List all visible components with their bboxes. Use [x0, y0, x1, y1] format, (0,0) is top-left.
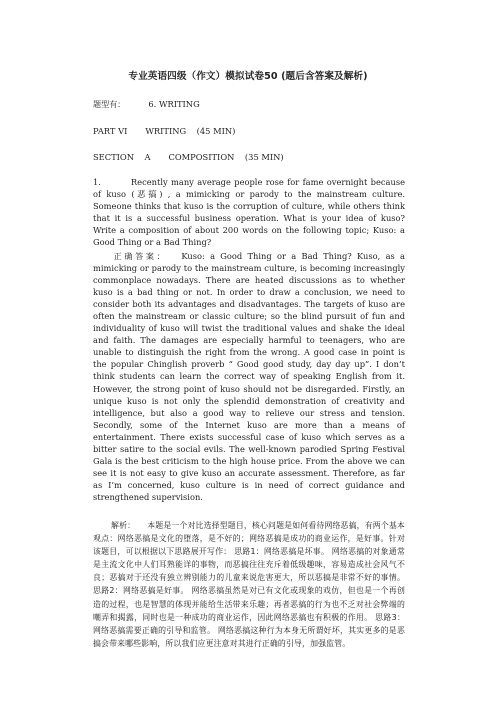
section-line	[93, 152, 284, 162]
section-value: COMPOSITION (35 MIN)	[168, 152, 284, 162]
question-type-label: 题型有：	[93, 99, 126, 109]
answer-block	[93, 250, 405, 503]
question-type-value: 6. WRITING	[148, 99, 200, 109]
answer-label: 正确答案：	[111, 251, 168, 261]
question-number: 1.	[93, 177, 101, 187]
document-title: 专业英语四级（作文）模拟试卷50 (题后含答案及解析)	[128, 71, 368, 82]
part-label: PART VI	[93, 126, 128, 136]
question-block	[93, 176, 405, 248]
analysis-block	[93, 519, 405, 650]
section-label: SECTION A	[93, 152, 151, 162]
question-type-line	[93, 99, 200, 110]
analysis-text: 本题是一个对比选择型题目，核心问题是如何看待网络恶搞，有两个基本观点：网络恶搞是文化的堕落，是不好的；网络恶搞是成功的商业运作，是好事。针对该题目，可以根据以下思路展开写作： 思路1：网络恶搞是坏事。 网络恶搞的对象通常是主流文化中人们耳熟能详的事物，而恶搞往往充斥着低级趣味，容易造成社会风气不良；恶搞对于还没有独立辨别能力的儿童来说危害更大，所以恶搞是非常不好的事情。 思路2：网络恶搞是好事。 网络恶搞虽然是对已有文化或现象的戏仿，但也是一个再创造的过程，也是智慧的体现并能给生活带来乐趣；再者恶搞的行为也不乏对社会弊端的嘲弄和揭露，同时也是一种成功的商业运作，因此网络恶搞也有积极的作用。 思路3：网络恶搞需要正确的引导和监管。 网络恶搞这种行为本身无所谓好坏，其实更多的是恶搞会带来哪些影响，所以我们应更注意对其进行正确的引导，加强监管。	[93, 521, 405, 648]
part-value: WRITING (45 MIN)	[145, 126, 236, 136]
question-text: Recently many average people rose for fame overnight because of kuso (恶搞) , a mimicking or parody to the mainstream culture. Someone thinks that kuso is the corruption of culture, while others think that it is a successful business operation. What is your idea of kuso? Write a composition of about 200 words on the following topic; Kuso: a Good Thing or a Bad Thing?	[93, 177, 405, 248]
part-line	[93, 126, 235, 136]
analysis-label: 解析：	[111, 521, 136, 530]
answer-text: Kuso: a Good Thing or a Bad Thing? Kuso, as a mimicking or parody to the mainstream culture, is becoming increasingly commonplace nowadays. There are heated discussions as to whether kuso is a bad thing or not. In order to draw a conclusion, we need to consider both its advantages and disadvantages. The targets of kuso are often the mainstream or classic culture; so the blind pursuit of fun and individuality of kuso will twist the traditional values and shake the ideal and faith. The damages are especially harmful to teenagers, who are unable to distinguish the right from the wrong. A good case in point is the popular Chinglish proverb “ Good good study, day day up”. I don’t think students can learn the correct way of speaking English from it. However, the strong point of kuso should not be disregarded. Firstly, an unique kuso is not only the splendid demonstration of creativity and intelligence, but also a good way to relieve our stress and tension. Secondly, some of the Internet kuso are more than a means of entertainment. There exists successful case of kuso which serves as a bitter satire to the social evils. The well-known parodied Spring Festival Gala is the best criticism to the high house price. From the above we can see it is not easy to give kuso an accurate assessment. Therefore, as far as I’m concerned, kuso culture is in need of correct guidance and strengthened supervision.	[93, 251, 405, 502]
